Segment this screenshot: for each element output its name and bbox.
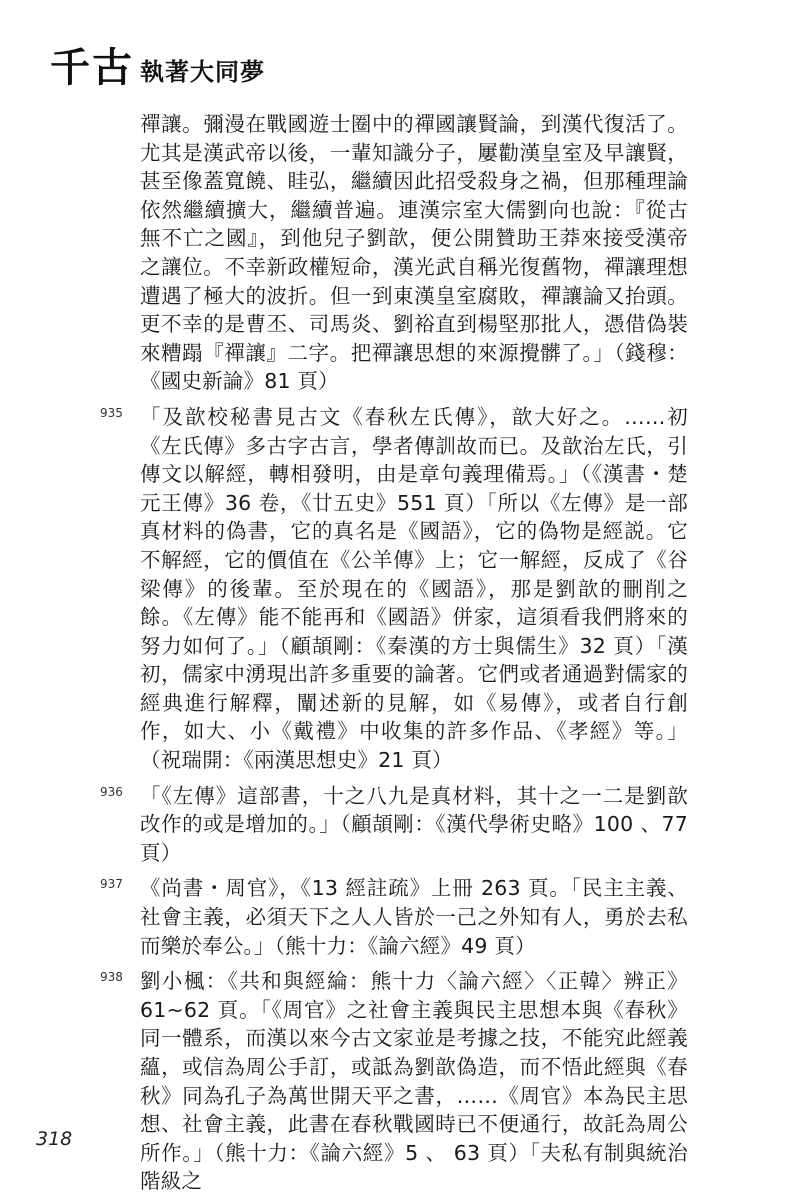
running-header [50, 28, 265, 91]
footnote-text: 「及歆校秘書見古文《春秋左氏傳》，歆大好之。……初《左氏傳》多古字古言，學者傳訓故而已。及歆治左氏，引傳文以解經，轉相發明，由是章句義理備焉。」（《漢書・楚元王傳》36 卷，《廿五史》551 頁）「所以《左傳》是一部真材料的偽書，它的真名是《國語》，它的偽物是經説。它不解經，它的價值在《公羊傳》上；它一解經，反成了《谷梁傳》的後輩。至於現在的《國語》，那是劉歆的刪削之餘。《左傳》能不能再和《國語》併家，這須看我們將來的努力如何了。」（顧頡剛：《秦漢的方士與儒生》32 頁）「漢初，儒家中湧現出許多重要的論著。它們或者通過對儒家的經典進行解釋，闡述新的見解，如《易傳》，或者自行創作，如大、小《戴禮》中收集的許多作品、《孝經》等。」（祝瑞開：《兩漢思想史》21 頁） [140, 404, 688, 773]
footnote-text: 「《左傳》這部書，十之八九是真材料，其十之一二是劉歆改作的或是增加的。」（顧頡剛：《漢代學術史略》100 、77 頁） [140, 783, 688, 865]
footnote-text: 劉小楓：《共和與經綸：熊十力〈論六經〉〈正韓〉辨正》61~62 頁。「《周官》之社會主義與民主思想本與《春秋》同一體系，而漢以來今古文家並是考據之技，不能究此經義蘊，或信為周公手訂，或詆為劉歆偽造，而不悟此經與《春秋》同為孔子為萬世開天平之書，……《周官》本為民主思想、社會主義，此書在春秋戰國時已不便通行，故託為周公所作。」（熊十力：《論六經》5 、 63 頁）「夫私有制與統治階級之 [140, 969, 688, 1194]
header-title-main: 千古 [50, 44, 134, 91]
footnote-number: 937 [100, 877, 123, 892]
footnote-number: 936 [100, 784, 123, 799]
header-title-sub: 執著大同夢 [140, 57, 265, 86]
continuation-paragraph: 禪讓。彌漫在戰國遊士圈中的禪國讓賢論，到漢代復活了。尤其是漢武帝以後，一輩知識分子，屢勸漢皇室及早讓賢，甚至像蓋寬饒、眭弘，繼續因此招受殺身之禍，但那種理論依然繼續擴大，繼續普遍。連漢宗室大儒劉向也說：『從古無不亡之國』，到他兒子劉歆，便公開贊助王莽來接受漢帝之讓位。不幸新政權短命，漢光武自稱光復舊物，禪讓理想遭遇了極大的波折。但一到東漢皇室腐敗，禪讓論又抬頭。更不幸的是曹丕、司馬炎、劉裕直到楊堅那批人，憑借偽裝來糟蹋『禪讓』二字。把禪讓思想的來源攪髒了。」（錢穆：《國史新論》81 頁） [140, 112, 688, 394]
footnote-936 [100, 782, 688, 868]
footnote-number: 938 [100, 970, 123, 985]
footnote-935 [100, 403, 688, 775]
footnote-937 [100, 874, 688, 960]
page-body [100, 110, 688, 1196]
footnote-number: 935 [100, 405, 123, 420]
footnote-938 [100, 967, 688, 1196]
page-number: 318 [36, 1128, 73, 1150]
footnote-text: 《尚書・周官》，《13 經註疏》上冊 263 頁。「民主主義、社會主義，必須天下之人人皆於一己之外知有人，勇於去私而樂於奉公。」（熊十力：《論六經》49 頁） [140, 876, 688, 958]
